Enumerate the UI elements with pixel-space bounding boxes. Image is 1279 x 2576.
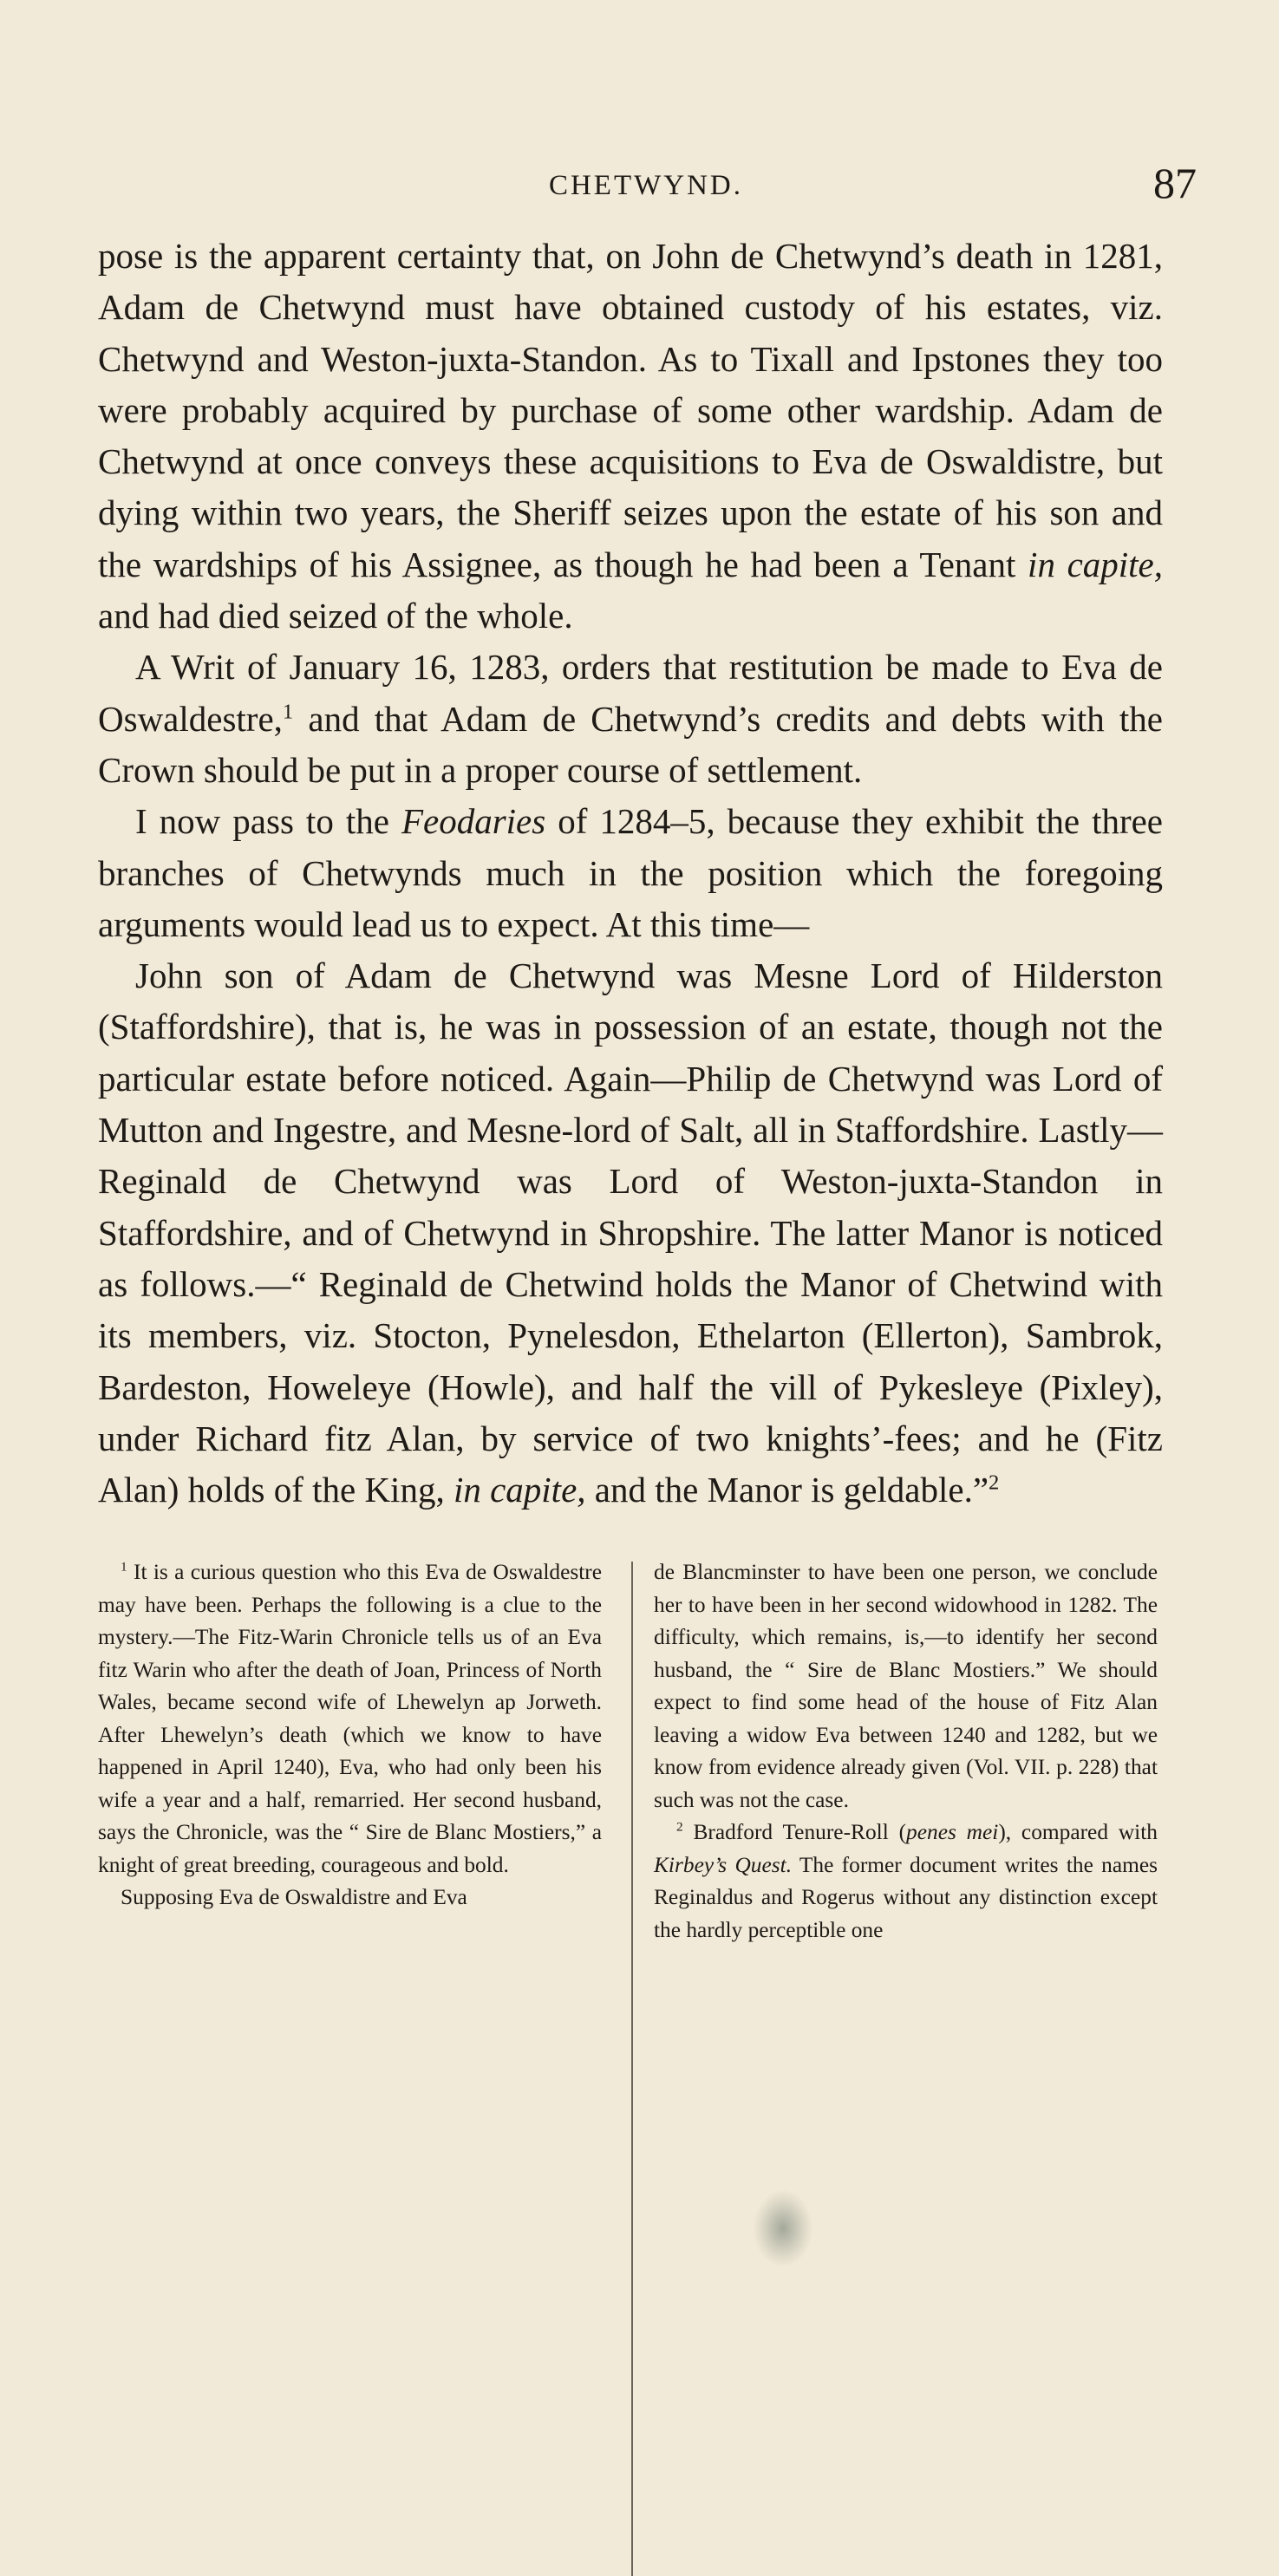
paragraph-4-start: John son of Adam de Chetwynd was Mesne Lord of Hilderston (Staffordshire), that is, he was in possession of an estate, though not the particular estate before noticed. Again—Philip de Chetwynd was Lord of Mutton and Ingestre, and Mesne-lord of Salt, all in Staffordshire. Lastly—Reginald de Chetwynd was Lord of Weston-juxta-Standon in Staffordshire, and of Chetwynd in Shropshire. The latter Manor is noticed as follows.—“ Reginald de Chetwind holds the Manor of Chetwind with its members, viz. Stocton, Pynelesdon, Ethelarton (Ellerton), Sambrok, Bardeston, Howeleye (Howle), and half the vill of Pykesleye (Pixley), under Richard fitz Alan, by service of two knights’-fees; and he (Fitz Alan) holds of the King, [98,955,1163,1510]
paragraph-1-text: pose is the apparent certainty that, on John de Chetwynd’s death in 1281, Adam de Chetwynd must have obtained custody of his estates, viz. Chetwynd and Weston-juxta-Standon. As to Tixall and Ipstones they too were probably acquired by purchase of some other wardship. Adam de Chetwynd at once conveys these acquisitions to Eva de Oswaldistre, but dying within two years, the Sheriff seizes upon the estate of his son and the wardships of his Assignee, as though he had been a Tenant [98,236,1163,584]
footnote-ref-1: 1 [282,700,294,724]
paragraph-3 [98,796,1163,950]
footnote-2 [654,1816,1158,1947]
paragraph-1 [98,231,1163,642]
footnote-1-paragraph-2: Supposing Eva de Oswaldistre and Eva [121,1885,467,1909]
footnote-2-mid: ), compared with [998,1820,1158,1844]
paragraph-3-end: of 1284–5, because they exhibit the three branches of Chetwynds much in the position which the foregoing arguments would lead us to expect. At this time— [98,801,1164,944]
ink-smudge [753,2189,813,2267]
paragraph-4 [98,950,1163,1516]
footnote-2-marker: 2 [676,1819,683,1835]
paragraph-2-text: A Writ of January 16, 1283, orders that restitution be made to Eva de Oswaldestre, [98,647,1163,739]
paragraph-1-end: and had died seized of the whole. [98,596,573,636]
footnote-2-italic-2: Kirbey’s Quest. [654,1852,793,1877]
page-number: 87 [1153,159,1197,207]
paragraph-2-end: and that Adam de Chetwynd’s credits and debts with the Crown should be put in a proper course of settlement. [98,698,1163,790]
column-divider [631,1562,633,2576]
paragraph-4-italic: in capite, [453,1470,586,1510]
footnote-1-continued: de Blancminster to have been one person, we conclude her to have been in her second widowhood in 1282. The difficulty, which remains, is,—to identify her second husband, the “ Sire de Blanc Mostiers.” We should expect to find some head of the house of Fitz Alan leaving a widow Eva between 1240 and 1282, but we know from evidence already given (Vol. VII. p. 228) that such was not the case. [654,1560,1158,1812]
paragraph-4-end: and the Manor is geldable.” [585,1470,989,1510]
main-text [98,231,1163,1516]
footnote-ref-2: 2 [989,1471,1000,1495]
footnote-2-start: Bradford Tenure-Roll ( [693,1820,907,1844]
footnote-column-right [654,1556,1158,1947]
footnote-2-italic-1: penes mei [906,1820,999,1844]
running-title: CHETWYND. [548,170,744,201]
paragraph-3-start: I now pass to the [135,801,401,842]
footnote-1-text: It is a curious question who this Eva de Oswaldestre may have been. Perhaps the following is a clue to the mystery.—The Fitz-Warin Chronicle tells us of an Eva fitz Warin who after the death of Joan, Princess of North Wales, became second wife of Lhewelyn ap Jorweth. After Lhewelyn’s death (which we know to have happened in April 1240), Eva, who had only been his wife a year and a half, remarried. Her second husband, says the Chronicle, was the “ Sire de Blanc Mostiers,” a knight of great breeding, courageous and bold. [98,1560,602,1877]
running-head [87,158,1205,210]
paragraph-3-italic: Feodaries [401,801,546,842]
paragraph-2 [98,642,1163,796]
paragraph-1-italic: in capite, [1028,544,1164,584]
footnote-2-end: The former document writes the names Reginaldus and Rogerus without any distinction except the hardly perceptible one [654,1852,1158,1942]
footnote-1-marker: 1 [121,1559,127,1575]
footnote-1 [98,1556,602,1881]
footnote-column-left [98,1556,602,1914]
